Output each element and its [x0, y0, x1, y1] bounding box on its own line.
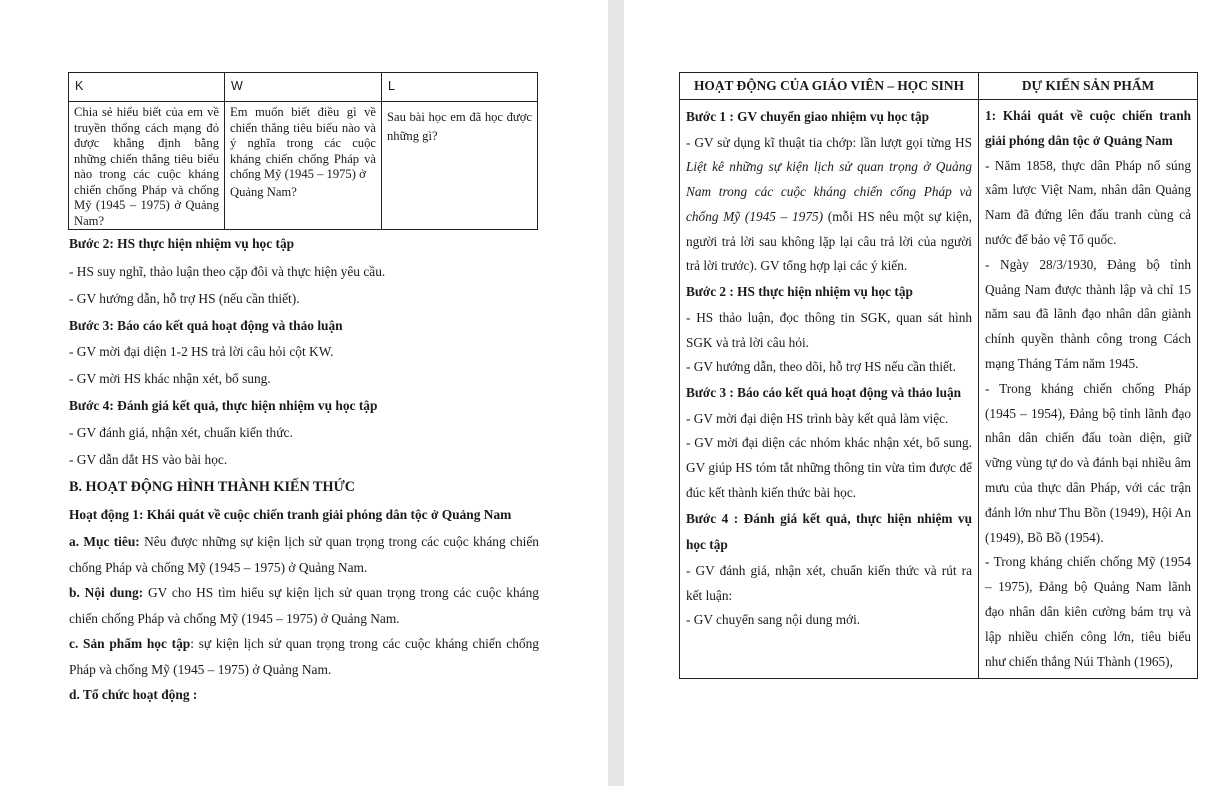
- document-page-left: [0, 0, 608, 786]
- kwl-cell-l: Sau bài học em đã học được những gì?: [382, 102, 538, 230]
- kwl-cell-w-tail: Quảng Nam?: [230, 184, 297, 199]
- activity-table-body: [680, 100, 1198, 679]
- left-text-flow: [69, 235, 539, 709]
- kwl-body-row: [69, 102, 538, 230]
- b-p2: - Ngày 28/3/1930, Đảng bộ tỉnh Quảng Nam được thành lập và chỉ 15 năm sau đã lãnh đạo nhân dân giành chính quyền thành công trong Cách mạng Tháng Tám năm 1945.: [985, 256, 1191, 371]
- step4-line2: - GV dẫn dắt HS vào bài học.: [69, 451, 228, 467]
- kwl-header-row: [69, 73, 538, 102]
- product-paragraph: [69, 631, 539, 682]
- step4-title: Bước 4: Đánh giá kết quả, thực hiện nhiệm vụ học tập: [69, 397, 378, 413]
- step3-line1: - GV mời đại diện 1-2 HS trả lời câu hỏi cột KW.: [69, 344, 334, 360]
- kwl-header-l: L: [382, 73, 538, 102]
- kwl-table: [68, 72, 538, 230]
- step3-line2: - GV mời HS khác nhận xét, bổ sung.: [69, 371, 271, 387]
- activity-table: [679, 72, 1198, 679]
- kwl-header-w: W: [225, 73, 382, 102]
- a-step1-title: Bước 1 : GV chuyển giao nhiệm vụ học tập: [686, 109, 930, 124]
- organization-heading: d. Tổ chức hoạt động :: [69, 687, 198, 703]
- step2-title: Bước 2: HS thực hiện nhiệm vụ học tập: [69, 236, 295, 251]
- b-p3: - Trong kháng chiến chống Pháp (1945 – 1954), Đảng bộ tỉnh lãnh đạo nhân dân chiến đấu toàn diện, giữ vững vùng tự do và đánh bại nhiều âm mưu của thực dân Pháp, với các trận đánh lớn như Thu Bồn (1949), Hội An (1949), Bồ Bồ (1954).: [985, 380, 1191, 545]
- a-step3-p2: - GV mời đại diện các nhóm khác nhận xét, bổ sung. GV giúp HS tóm tắt những thông tin vừa tìm được để đúc kết thành kiến thức bài học.: [686, 435, 972, 501]
- product-label: c. Sản phẩm học tập: [69, 636, 191, 652]
- a-step2-p2: - GV hướng dẫn, theo dõi, hỗ trợ HS nếu cần thiết.: [686, 359, 956, 375]
- kwl-cell-w-text: Em muốn biết điều gì về chiến thắng tiêu biểu nào và ý nghĩa trong các cuộc kháng chiến chống Pháp và chống Mỹ (1945 – 1975) ở: [230, 105, 376, 181]
- objective-paragraph: [69, 529, 539, 580]
- activity-table-header: [680, 73, 1198, 100]
- a-step4-p1: - GV đánh giá, nhận xét, chuẩn kiến thức và rút ra kết luận:: [686, 562, 972, 603]
- content-label: b. Nội dung:: [69, 585, 144, 601]
- step4-line1: - GV đánh giá, nhận xét, chuẩn kiến thức.: [69, 424, 293, 440]
- a-step4-p2: - GV chuyển sang nội dung mới.: [686, 612, 861, 628]
- page-gutter: [608, 0, 624, 786]
- b-title: 1: Khái quát về cuộc chiến tranh giải phóng dân tộc ở Quảng Nam: [985, 108, 1191, 148]
- a-step2-title: Bước 2 : HS thực hiện nhiệm vụ học tập: [686, 284, 913, 300]
- kwl-header-k: K: [69, 73, 225, 102]
- step2-line2: - GV hướng dẫn, hỗ trợ HS (nếu cần thiết).: [69, 290, 300, 306]
- step3-title: Bước 3: Báo cáo kết quả hoạt động và thảo luận: [69, 317, 343, 333]
- header-expected-product: DỰ KIẾN SẢN PHẨM: [979, 73, 1198, 100]
- section-b-heading: B. HOẠT ĐỘNG HÌNH THÀNH KIẾN THỨC: [69, 479, 356, 496]
- content-text: GV cho HS tìm hiểu sự kiện lịch sử quan trọng trong các cuộc kháng chiến chống Pháp và chống Mỹ (1945 – 1975) ở Quảng Nam.: [69, 585, 539, 626]
- step2-line1: - HS suy nghĩ, thảo luận theo cặp đôi và thực hiện yêu cầu.: [69, 264, 386, 279]
- product-text: : sự kiện lịch sử quan trọng trong các cuộc kháng chiến chống Pháp và chống Mỹ (1945 – 1975) ở Quảng Nam.: [69, 636, 539, 677]
- a-step1-paragraph: - GV sử dụng kĩ thuật tia chớp: lần lượt gọi từng HS Liệt kê những sự kiện lịch sử quan trọng ở Quảng Nam trong các cuộc kháng chiến cống Pháp và chống Mỹ (1945 – 1975) (mỗi HS nêu một sự kiện, người trả lời sau không lặp lại câu trả lời của người trả lời trước). GV tổng hợp lại các ý kiến.: [686, 134, 972, 274]
- kwl-cell-w: [225, 102, 382, 230]
- expected-product-cell: [979, 100, 1198, 679]
- activity1-heading: Hoạt động 1: Khái quát về cuộc chiến tranh giải phóng dân tộc ở Quảng Nam: [69, 507, 512, 523]
- objective-label: a. Mục tiêu:: [69, 534, 140, 550]
- b-p4: - Trong kháng chiến chống Mỹ (1954 – 1975), Đảng bộ Quảng Nam lãnh đạo nhân dân kiên cường bám trụ và lập nhiều chiến công lớn, tiêu biểu như chiến thắng Núi Thành (1965),: [985, 554, 1191, 669]
- a-step3-title: Bước 3 : Báo cáo kết quả hoạt động và thảo luận: [686, 385, 962, 401]
- a-step2-p1: - HS thảo luận, đọc thông tin SGK, quan sát hình SGK và trả lời câu hỏi.: [686, 309, 972, 350]
- objective-text: Nêu được những sự kiện lịch sử quan trọng trong các cuộc kháng chiến chống Pháp và chống Mỹ (1945 – 1975) ở Quảng Nam.: [69, 534, 539, 575]
- b-p1: - Năm 1858, thực dân Pháp nổ súng xâm lược Việt Nam, nhân dân Quảng Nam đã đứng lên đấu tranh cùng cả nước để bảo vệ Tổ quốc.: [985, 157, 1191, 247]
- teacher-student-cell: [680, 100, 979, 679]
- kwl-cell-k: Chia sẻ hiểu biết của em về truyền thống cách mạng đỏ được khẳng định bằng những chiến thắng tiêu biểu nào trong các cuộc kháng chiến chống Pháp và chống Mỹ (1945 – 1975) ở Quảng Nam?: [69, 102, 225, 230]
- a-step4-title: Bước 4 : Đánh giá kết quả, thực hiện nhiệm vụ học tập: [686, 510, 972, 553]
- content-paragraph: [69, 580, 539, 631]
- a-step3-p1: - GV mời đại diện HS trình bày kết quả làm việc.: [686, 410, 949, 426]
- header-teacher-student: HOẠT ĐỘNG CỦA GIÁO VIÊN – HỌC SINH: [680, 73, 979, 100]
